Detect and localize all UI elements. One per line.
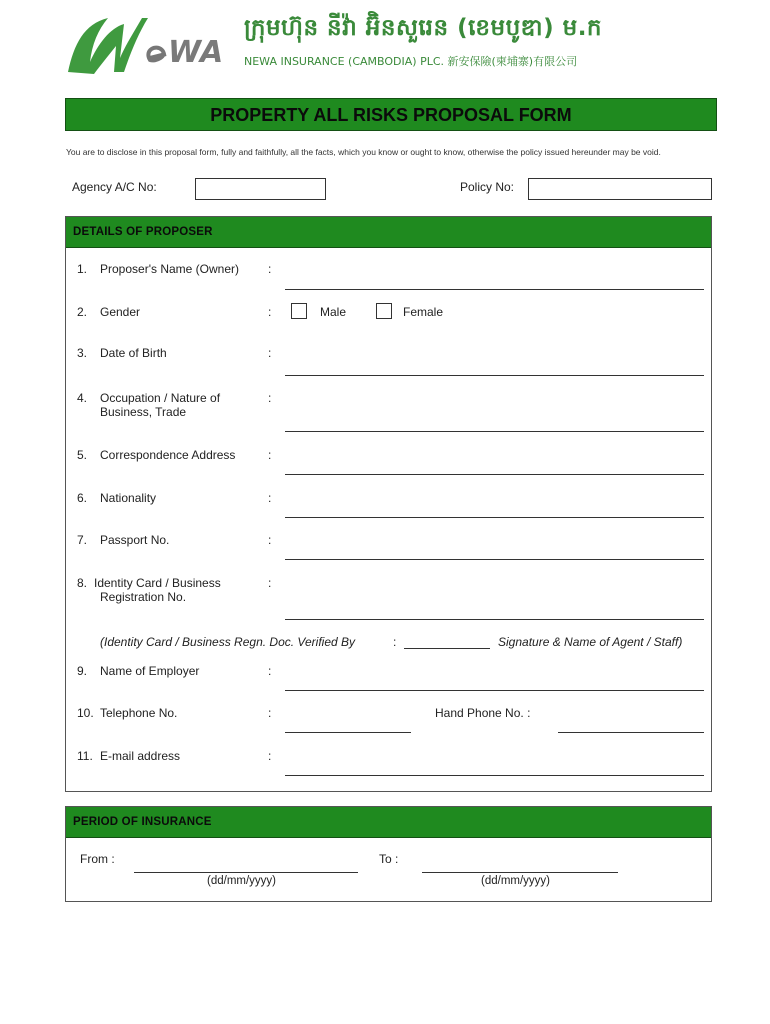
period-section-header [66,807,711,838]
newa-logo [64,14,236,78]
item-6-colon: : [268,491,272,505]
item-7-label: Passport No. [100,533,170,547]
item-3-colon: : [268,346,272,360]
item-1-num: 1. [77,262,88,276]
to-date-input-line[interactable] [422,872,618,873]
item-11-num: 11. [77,749,93,763]
item-7-colon: : [268,533,272,547]
item-6-input-line[interactable] [285,517,704,518]
item-4-colon: : [268,391,272,405]
item-5-input-line[interactable] [285,474,704,475]
period-header-text: PERIOD OF INSURANCE [73,816,212,828]
item-5-num: 5. [77,448,88,462]
from-date-input-line[interactable] [134,872,358,873]
disclaimer-text: You are to disclose in this proposal form, fully and faithfully, all the facts, which you know or ought to know, otherwise the policy issued hereunder may be void. [66,147,661,157]
item-7-num: 7. [77,533,88,547]
item-8-label: Identity Card / Business [94,576,221,590]
item-3-input-line[interactable] [285,375,704,376]
item-3-label: Date of Birth [100,346,167,360]
form-title-bar [65,98,717,131]
agency-label: Agency A/C No: [72,180,157,194]
from-date-format: (dd/mm/yyyy) [207,875,276,887]
item-8-num: 8. [77,576,88,590]
svg-text:WA: WA [168,35,224,70]
item-8-input-line[interactable] [285,619,704,620]
verified-by-input-line[interactable] [404,648,490,649]
hand-phone-input-line[interactable] [558,732,704,733]
proposer-section-header [66,217,711,248]
item-1-colon: : [268,262,272,276]
item-9-input-line[interactable] [285,690,704,691]
item-4-label-line2: Business, Trade [100,405,187,419]
male-label: Male [320,305,347,319]
item-9-num: 9. [77,664,88,678]
item-10-colon: : [268,706,272,720]
item-2-num: 2. [77,305,88,319]
item-9-colon: : [268,664,272,678]
item-8-colon: : [268,576,272,590]
item-10-label: Telephone No. [100,706,178,720]
item-9-label: Name of Employer [100,664,200,678]
female-checkbox[interactable] [376,303,392,319]
item-3-num: 3. [77,346,88,360]
company-name-khmer: ក្រុមហ៊ុន នីវ៉ា អ៊ិនសួរេន (ខេមបូឌា) ម.ក [244,15,603,41]
verified-colon: : [393,635,397,649]
hand-phone-label: Hand Phone No. : [435,706,531,720]
agent-signature-label: Signature & Name of Agent / Staff) [498,635,683,649]
item-1-label: Proposer's Name (Owner) [100,262,239,276]
item-1-input-line[interactable] [285,289,704,290]
male-checkbox[interactable] [291,303,307,319]
item-4-num: 4. [77,391,88,405]
item-11-colon: : [268,749,272,763]
policy-label: Policy No: [460,180,515,194]
item-8-label-line2: Registration No. [100,590,187,604]
agency-input-box[interactable] [195,178,326,200]
item-7-input-line[interactable] [285,559,704,560]
item-6-label: Nationality [100,491,157,505]
female-label: Female [403,305,444,319]
proposer-header-text: DETAILS OF PROPOSER [73,226,213,238]
item-11-label: E-mail address [100,749,181,763]
item-10-num: 10. [77,706,94,720]
to-date-format: (dd/mm/yyyy) [481,875,550,887]
item-2-colon: : [268,305,272,319]
item-4-label: Occupation / Nature of [100,391,221,405]
item-5-label: Correspondence Address [100,448,236,462]
form-title: PROPERTY ALL RISKS PROPOSAL FORM [210,105,572,125]
policy-input-box[interactable] [528,178,712,200]
verified-by-note: (Identity Card / Business Regn. Doc. Verified By [100,635,355,649]
to-label: To : [379,852,399,866]
item-4-input-line[interactable] [285,431,704,432]
company-name-english: NEWA INSURANCE (CAMBODIA) PLC. 新安保險(柬埔寨)有限公司 [244,55,578,68]
telephone-input-line[interactable] [285,732,411,733]
item-11-input-line[interactable] [285,775,704,776]
item-6-num: 6. [77,491,88,505]
item-2-label: Gender [100,305,141,319]
from-label: From : [80,852,115,866]
item-5-colon: : [268,448,272,462]
